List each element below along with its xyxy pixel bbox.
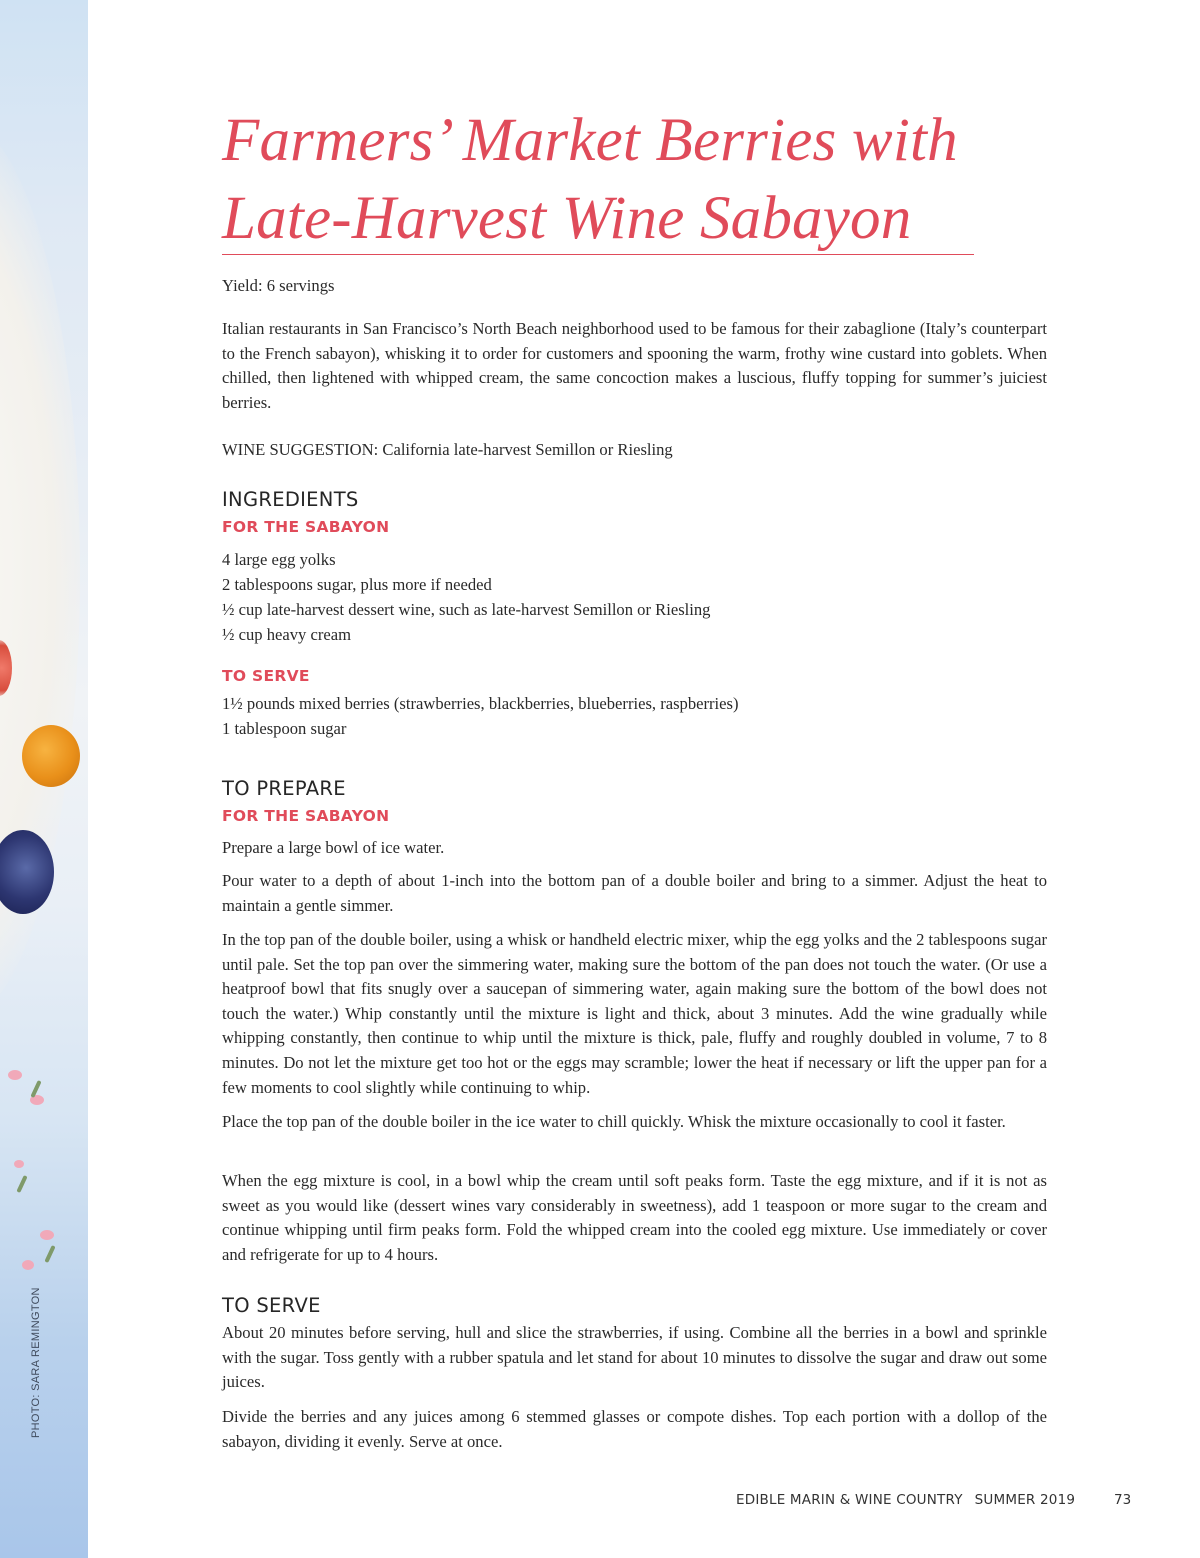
recipe-intro: Italian restaurants in San Francisco’s North Beach neighborhood used to be famous for their zabaglione (Italy’s counterpart to the French sabayon), whisking it to order for customers and spooning the warm, frothy wine custard into goblets. When chilled, then lightened with whipped cream, the same concoction makes a luscious, fluffy topping for summer’s juiciest berries. bbox=[222, 319, 1047, 412]
ingredients-sabayon-heading: FOR THE SABAYON bbox=[222, 518, 390, 536]
issue-date: SUMMER 2019 bbox=[974, 1492, 1076, 1508]
prepare-step: In the top pan of the double boiler, using a whisk or handheld electric mixer, whip the egg yolks and the 2 tablespoons sugar until pale. Set the top pan over the simmering water, making sure the bottom of the pan does not touch the water. (Or use a heatproof bowl that fits snugly over a saucepan of simmering water, again making sure the bottom of the bowl does not touch the water.) Whip constantly until the mixture is light and thick, about 3 minutes. Add the wine gradually while whipping constantly, then continue to whip until the mixture is thick, pale, fluffy and roughly doubled in volume, 7 to 8 minutes. Do not let the mixture get too hot or the eggs may scramble; lower the heat if necessary or lift the upper pan for a few moments to cool slightly while continuing to whip. bbox=[222, 930, 1047, 1097]
flower-decoration bbox=[14, 1160, 24, 1168]
prepare-step: Place the top pan of the double boiler in the ice water to chill quickly. Whisk the mixture occasionally to cool it faster. bbox=[222, 1112, 1006, 1131]
prepare-heading: TO PREPARE bbox=[222, 777, 346, 800]
prepare-step: Prepare a large bowl of ice water. bbox=[222, 838, 445, 857]
flower-decoration bbox=[40, 1230, 54, 1240]
recipe-yield: Yield: 6 servings bbox=[222, 276, 335, 295]
publication-name: EDIBLE MARIN & WINE COUNTRY bbox=[736, 1492, 963, 1508]
wine-suggestion: WINE SUGGESTION: California late-harvest Semillon or Riesling bbox=[222, 440, 673, 459]
ingredients-serve-heading: TO SERVE bbox=[222, 667, 310, 685]
prepare-step: Pour water to a depth of about 1-inch into the bottom pan of a double boiler and bring to a simmer. Adjust the heat to maintain a gentle simmer. bbox=[222, 871, 1047, 915]
leaf-decoration bbox=[16, 1175, 27, 1193]
ingredient-item: 1 tablespoon sugar bbox=[222, 719, 347, 738]
prepare-step: When the egg mixture is cool, in a bowl whip the cream until soft peaks form. Taste the egg mixture, and if it is not as sweet as you would like (dessert wines vary considerably in sweetness), add 1 teaspoon or more sugar to the cream and continue whipping until firm peaks form. Fold the whipped cream into the cooled egg mixture. Use immediately or cover and refrigerate for up to 4 hours. bbox=[222, 1171, 1047, 1264]
ingredient-item: ½ cup heavy cream bbox=[222, 625, 351, 644]
ingredient-item: 2 tablespoons sugar, plus more if needed bbox=[222, 575, 492, 594]
page-footer bbox=[736, 1492, 1075, 1508]
ingredient-item: 1½ pounds mixed berries (strawberries, blackberries, blueberries, raspberries) bbox=[222, 694, 739, 713]
flower-decoration bbox=[8, 1070, 22, 1080]
flower-decoration bbox=[22, 1260, 34, 1270]
serve-heading: TO SERVE bbox=[222, 1294, 321, 1317]
ingredient-item: ½ cup late-harvest dessert wine, such as late-harvest Semillon or Riesling bbox=[222, 600, 711, 619]
sabayon-ingredient-list bbox=[222, 547, 1047, 647]
leaf-decoration bbox=[44, 1245, 55, 1263]
side-photo bbox=[0, 0, 88, 1558]
serve-ingredient-list bbox=[222, 691, 1047, 741]
ingredient-item: 4 large egg yolks bbox=[222, 550, 336, 569]
serve-step: About 20 minutes before serving, hull and slice the strawberries, if using. Combine all the berries in a bowl and sprinkle with the sugar. Toss gently with a rubber spatula and let stand for about 10 minutes to dissolve the sugar and draw out some juices. bbox=[222, 1323, 1047, 1392]
photo-credit: PHOTO: SARA REMINGTON bbox=[30, 1287, 42, 1438]
page-number: 73 bbox=[1114, 1492, 1132, 1508]
prepare-sabayon-heading: FOR THE SABAYON bbox=[222, 807, 390, 825]
apricot-image bbox=[22, 725, 80, 787]
title-divider bbox=[222, 254, 974, 255]
serve-step: Divide the berries and any juices among 6 stemmed glasses or compote dishes. Top each portion with a dollop of the sabayon, dividing it evenly. Serve at once. bbox=[222, 1407, 1047, 1451]
recipe-title: Farmers’ Market Berries with Late-Harvest Wine Sabayon bbox=[222, 107, 958, 252]
ingredients-heading: INGREDIENTS bbox=[222, 488, 359, 511]
